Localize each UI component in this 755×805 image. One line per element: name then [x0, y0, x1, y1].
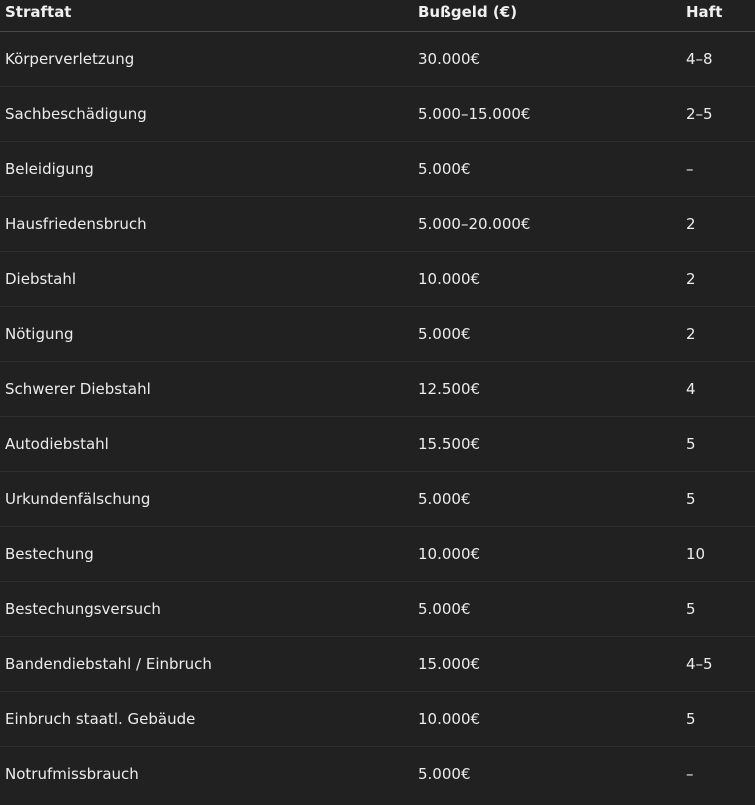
fine-cell: 10.000€: [418, 709, 481, 728]
offense-cell: Einbruch staatl. Gebäude: [5, 709, 196, 728]
fine-cell: 30.000€: [418, 49, 481, 68]
jail-cell: 4–5: [686, 654, 713, 673]
table-row: [0, 471, 755, 526]
jail-cell: 2: [686, 214, 696, 233]
jail-cell: 2: [686, 269, 696, 288]
jail-cell: 5: [686, 489, 696, 508]
column-header-offense: Straftat: [5, 3, 72, 21]
table-row: [0, 306, 755, 361]
jail-cell: 4–8: [686, 49, 713, 68]
offense-cell: Sachbeschädigung: [5, 104, 147, 123]
table-row: [0, 416, 755, 471]
table-row: [0, 86, 755, 141]
table-header: [0, 0, 755, 31]
jail-cell: 2: [686, 324, 696, 343]
jail-cell: 5: [686, 434, 696, 453]
fine-cell: 15.000€: [418, 654, 481, 673]
offense-cell: Autodiebstahl: [5, 434, 109, 453]
fine-cell: 10.000€: [418, 544, 481, 563]
fine-cell: 5.000€: [418, 599, 471, 618]
fine-cell: 10.000€: [418, 269, 481, 288]
jail-cell: 4: [686, 379, 696, 398]
offense-cell: Bestechung: [5, 544, 94, 563]
table-row: [0, 526, 755, 581]
jail-cell: 2–5: [686, 104, 713, 123]
offense-cell: Schwerer Diebstahl: [5, 379, 151, 398]
table-row: [0, 196, 755, 251]
jail-cell: 10: [686, 544, 706, 563]
offense-cell: Bestechungsversuch: [5, 599, 161, 618]
fine-cell: 5.000€: [418, 489, 471, 508]
table-row: [0, 746, 755, 801]
table-body: [0, 31, 755, 801]
table-row: [0, 361, 755, 416]
fine-cell: 5.000–15.000€: [418, 104, 531, 123]
column-header-jail: Haft: [686, 3, 723, 21]
column-header-fine: Bußgeld (€): [418, 3, 518, 21]
fine-cell: 12.500€: [418, 379, 481, 398]
table-row: [0, 581, 755, 636]
table-row: [0, 691, 755, 746]
offense-cell: Nötigung: [5, 324, 74, 343]
fine-cell: 15.500€: [418, 434, 481, 453]
jail-cell: –: [686, 764, 694, 783]
fine-cell: 5.000€: [418, 159, 471, 178]
fine-cell: 5.000€: [418, 764, 471, 783]
offense-cell: Notrufmissbrauch: [5, 764, 139, 783]
offense-cell: Körperverletzung: [5, 49, 135, 68]
offense-cell: Urkundenfälschung: [5, 489, 151, 508]
jail-cell: 5: [686, 709, 696, 728]
table-row: [0, 31, 755, 86]
offense-cell: Beleidigung: [5, 159, 94, 178]
offense-cell: Diebstahl: [5, 269, 77, 288]
table-row: [0, 141, 755, 196]
jail-cell: 5: [686, 599, 696, 618]
header-row: [0, 0, 755, 31]
jail-cell: –: [686, 159, 694, 178]
offense-cell: Bandendiebstahl / Einbruch: [5, 654, 212, 673]
offense-cell: Hausfriedensbruch: [5, 214, 147, 233]
fine-cell: 5.000€: [418, 324, 471, 343]
table-row: [0, 636, 755, 691]
table-row: [0, 251, 755, 306]
fine-cell: 5.000–20.000€: [418, 214, 531, 233]
